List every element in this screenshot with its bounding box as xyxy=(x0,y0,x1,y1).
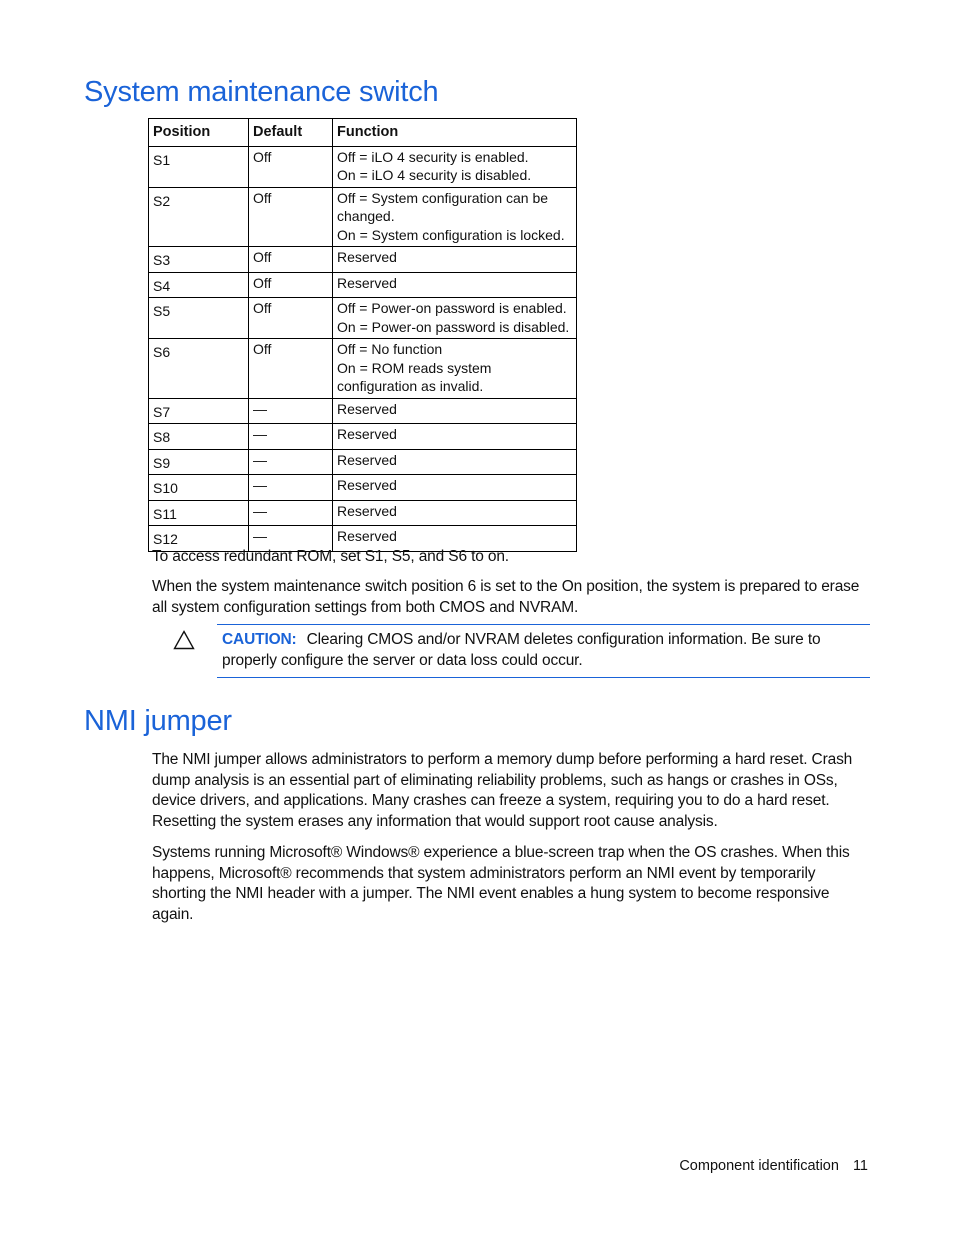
redundant-rom-paragraph: To access redundant ROM, set S1, S5, and S6 to on. xyxy=(152,548,509,565)
default-cell: — xyxy=(249,449,333,475)
table-row xyxy=(149,424,577,450)
position-cell: S9 xyxy=(149,449,249,475)
nmi-windows-paragraph: Systems running Microsoft® Windows® experience a blue-screen trap when the OS crashes. When this happens, Microsoft® recommends that system administrators perform an NMI event by temporarily shorting the NMI header with a jumper. The NMI event enables a hung system to become responsive again. xyxy=(152,844,850,924)
switch-settings-table xyxy=(148,118,577,552)
warning-triangle-icon xyxy=(173,630,195,650)
position-cell: S5 xyxy=(149,298,249,339)
table-row xyxy=(149,187,577,247)
position-cell: S2 xyxy=(149,187,249,247)
table-row xyxy=(149,449,577,475)
position-cell: S1 xyxy=(149,146,249,187)
function-line: Reserved xyxy=(337,426,397,442)
default-cell: Off xyxy=(249,187,333,247)
position-6-paragraph: When the system maintenance switch position 6 is set to the On position, the system is prepared to erase all system configuration settings from both CMOS and NVRAM. xyxy=(152,578,860,616)
section-title-nmi-jumper: NMI jumper xyxy=(84,705,232,737)
page-number: 11 xyxy=(852,1158,868,1174)
position-cell: S11 xyxy=(149,500,249,526)
function-line: On = ROM reads system configuration as invalid. xyxy=(337,359,492,394)
function-line: Off = No function xyxy=(337,341,443,357)
position-cell: S4 xyxy=(149,272,249,298)
function-cell xyxy=(333,398,577,424)
position-cell: S6 xyxy=(149,339,249,399)
function-line: On = Power-on password is disabled. xyxy=(337,318,570,335)
function-cell xyxy=(333,146,577,187)
function-line: Reserved xyxy=(337,477,397,493)
table-row xyxy=(149,339,577,399)
default-cell: — xyxy=(249,398,333,424)
table-row xyxy=(149,247,577,273)
default-cell: Off xyxy=(249,339,333,399)
default-cell: Off xyxy=(249,272,333,298)
function-line: On = System configuration is locked. xyxy=(337,226,565,243)
table-row xyxy=(149,398,577,424)
table-row xyxy=(149,272,577,298)
function-line: Off = Power-on password is enabled. xyxy=(337,300,567,316)
function-cell xyxy=(333,500,577,526)
position-cell: S8 xyxy=(149,424,249,450)
position-cell: S12 xyxy=(149,526,249,552)
position-cell: S3 xyxy=(149,247,249,273)
function-line: Reserved xyxy=(337,400,397,417)
page-footer xyxy=(679,1158,868,1174)
caution-callout xyxy=(217,624,870,678)
footer-section-name: Component identification xyxy=(679,1158,839,1174)
function-line: Reserved xyxy=(337,528,397,544)
function-line: Reserved xyxy=(337,451,397,468)
caution-text-block xyxy=(222,630,862,671)
default-cell: Off xyxy=(249,146,333,187)
function-cell xyxy=(333,449,577,475)
function-line: Off = iLO 4 security is enabled. xyxy=(337,148,529,165)
function-cell xyxy=(333,424,577,450)
column-header-default: Default xyxy=(249,119,333,147)
column-header-position: Position xyxy=(149,119,249,147)
function-cell xyxy=(333,247,577,273)
column-header-function: Function xyxy=(333,119,577,147)
position-cell: S10 xyxy=(149,475,249,501)
function-line: Off = System configuration can be changed. xyxy=(337,189,549,224)
function-cell xyxy=(333,475,577,501)
default-cell: — xyxy=(249,526,333,552)
function-line: Reserved xyxy=(337,274,397,291)
nmi-intro-paragraph: The NMI jumper allows administrators to perform a memory dump before performing a hard reset. Crash dump analysis is an essential part of eliminating reliability problems, such as hangs or crashes in OSs, device drivers, and applications. Many crashes can freeze a system, requiring you to do a hard reset. Resetting the system erases any information that would support root cause analysis. xyxy=(152,751,853,831)
default-cell: — xyxy=(249,424,333,450)
function-line: Reserved xyxy=(337,502,397,519)
function-cell xyxy=(333,339,577,399)
function-cell xyxy=(333,298,577,339)
default-cell: Off xyxy=(249,298,333,339)
function-cell xyxy=(333,187,577,247)
function-line: On = iLO 4 security is disabled. xyxy=(337,167,532,183)
table-row xyxy=(149,500,577,526)
function-line: Reserved xyxy=(337,249,397,265)
default-cell: — xyxy=(249,475,333,501)
table-header-row xyxy=(149,119,577,147)
caution-label: CAUTION: xyxy=(222,631,297,648)
function-cell xyxy=(333,272,577,298)
table-row xyxy=(149,475,577,501)
table-row xyxy=(149,146,577,187)
position-cell: S7 xyxy=(149,398,249,424)
table-row xyxy=(149,298,577,339)
default-cell: Off xyxy=(249,247,333,273)
section-title-system-maintenance-switch: System maintenance switch xyxy=(84,76,439,108)
caution-message: Clearing CMOS and/or NVRAM deletes configuration information. Be sure to properly configure the server or data loss could occur. xyxy=(222,631,821,669)
default-cell: — xyxy=(249,500,333,526)
